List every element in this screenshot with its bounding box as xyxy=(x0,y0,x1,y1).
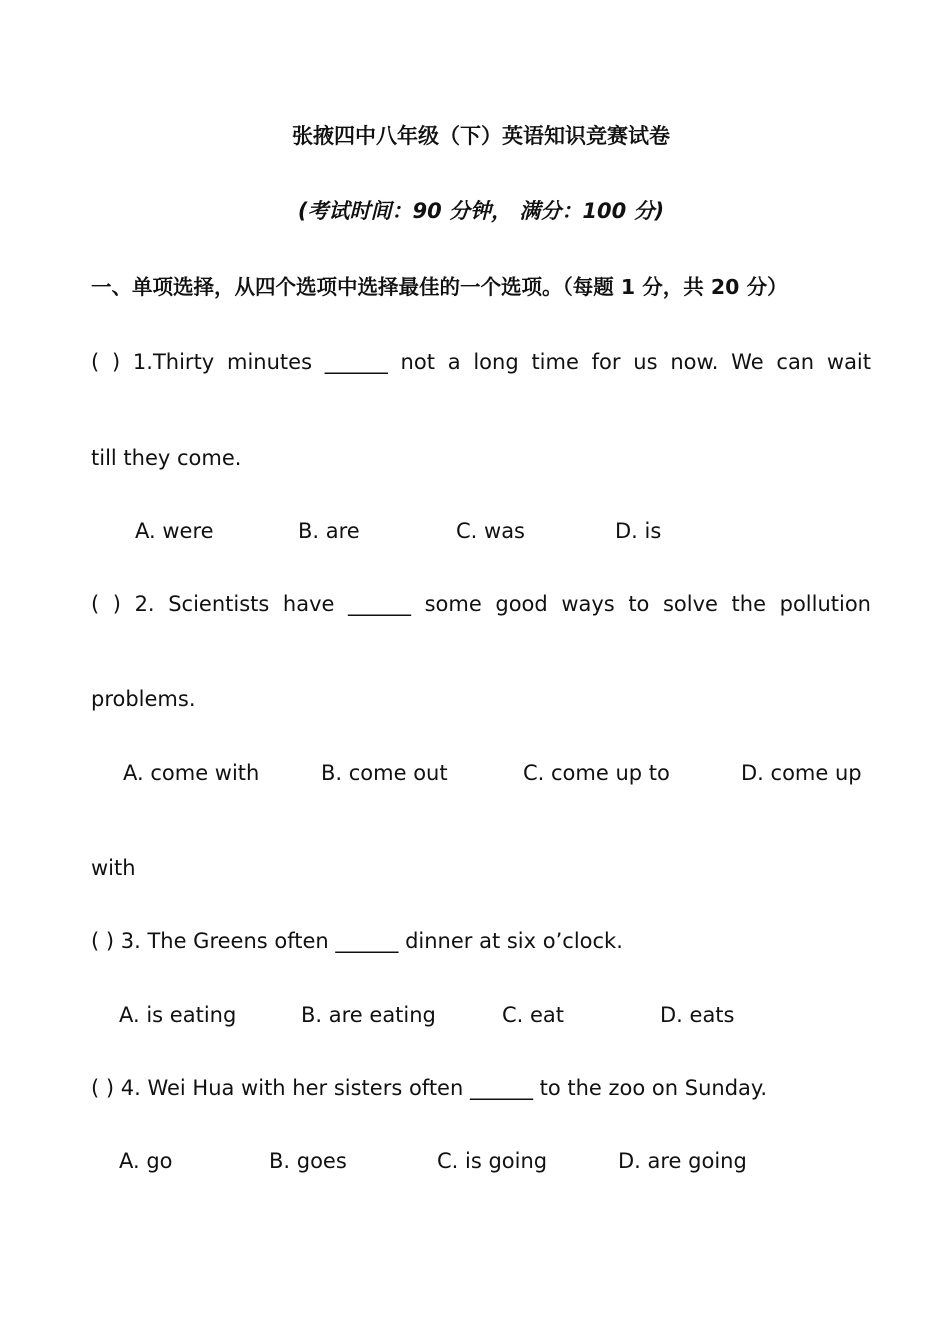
question-3-option-b: B. are eating xyxy=(301,1003,436,1027)
question-4-line-1: ( ) 4. Wei Hua with her sisters often ______ to the zoo on Sunday. xyxy=(91,1076,768,1100)
question-2-line-1: ( ) 2. Scientists have ______ some good ways to solve the pollution xyxy=(91,592,871,616)
question-3-option-d: D. eats xyxy=(660,1003,735,1027)
question-1-option-c: C. was xyxy=(456,519,525,543)
question-3-line-1: ( ) 3. The Greens often ______ dinner at six o’clock. xyxy=(91,929,623,953)
section-heading: 一、单项选择，从四个选项中选择最佳的一个选项。（每题 1 分，共 20 分） xyxy=(91,275,788,299)
question-1-option-b: B. are xyxy=(298,519,360,543)
exam-info: (考试时间：90 分钟， 满分：100 分) xyxy=(297,199,665,223)
question-3-option-c: C. eat xyxy=(502,1003,565,1027)
question-4-option-b: B. goes xyxy=(269,1149,347,1173)
question-1-line-2: till they come. xyxy=(91,446,242,470)
question-4-option-a: A. go xyxy=(119,1149,173,1173)
question-1-line-1: ( ) 1.Thirty minutes ______ not a long time for us now. We can wait xyxy=(91,350,871,374)
question-1-option-d: D. is xyxy=(615,519,662,543)
question-4-option-d: D. are going xyxy=(618,1149,747,1173)
question-2-option-b: B. come out xyxy=(321,761,448,785)
question-2-line-2: problems. xyxy=(91,687,196,711)
page-title: 张掖四中八年级（下）英语知识竞赛试卷 xyxy=(292,124,670,148)
question-2-option-d: D. come up xyxy=(741,761,862,785)
question-4-option-c: C. is going xyxy=(437,1149,548,1173)
question-3-option-a: A. is eating xyxy=(119,1003,237,1027)
question-2-option-a: A. come with xyxy=(123,761,260,785)
question-2-option-d-wrap: with xyxy=(91,856,136,880)
question-2-option-c: C. come up to xyxy=(523,761,670,785)
question-1-option-a: A. were xyxy=(135,519,214,543)
